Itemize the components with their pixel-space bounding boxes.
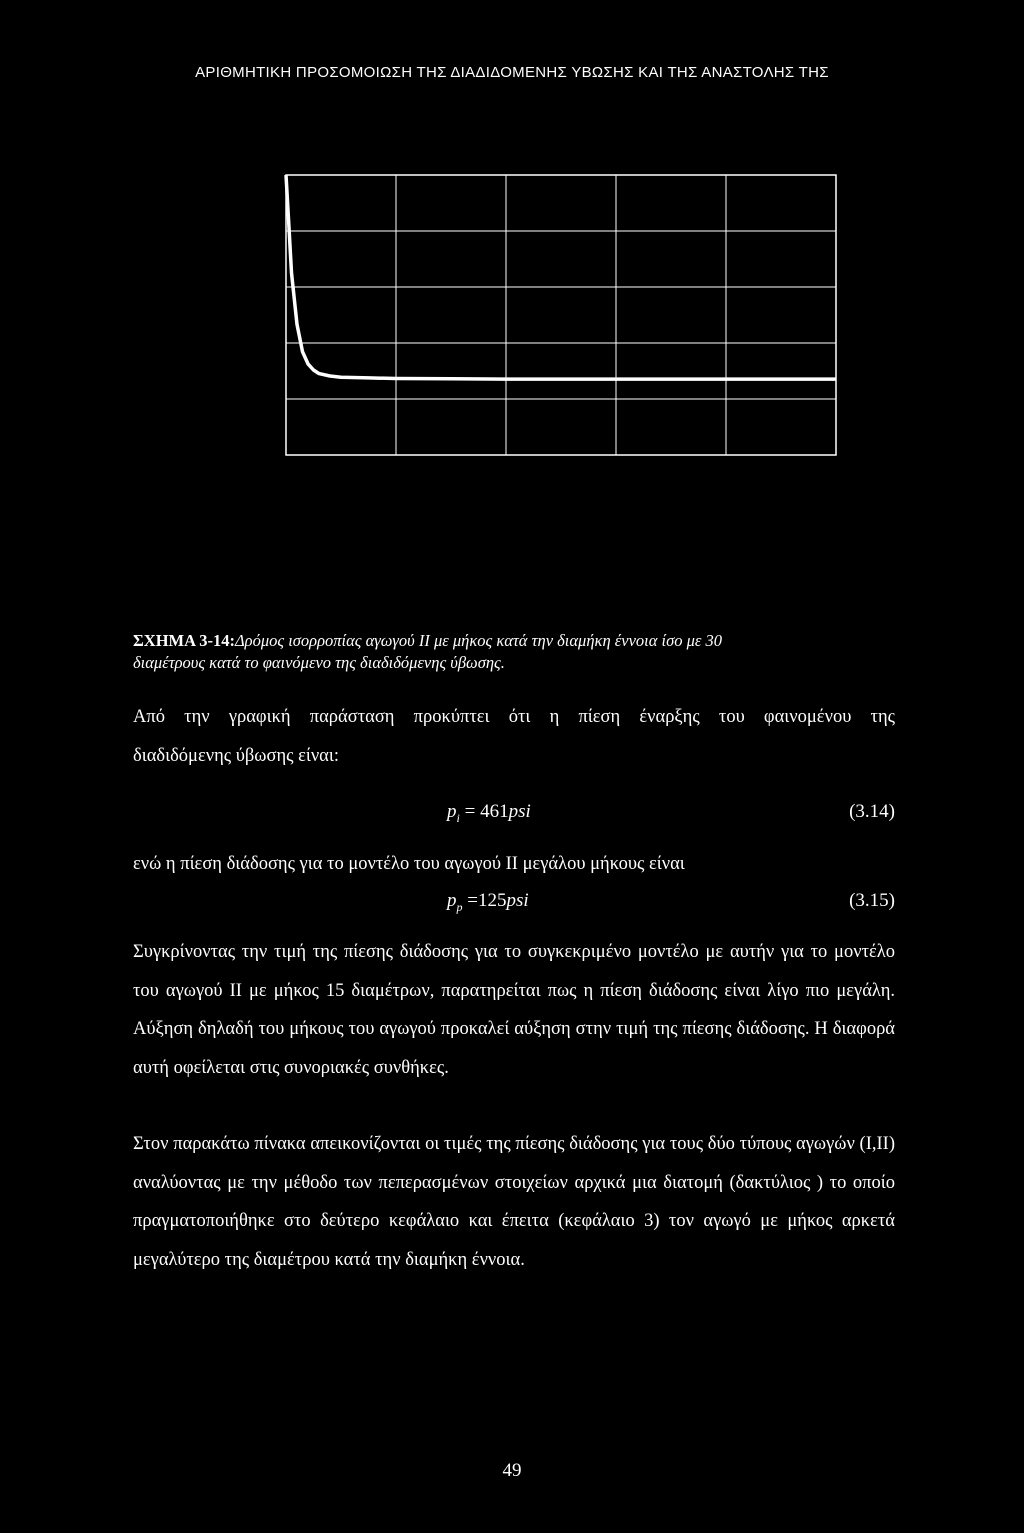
caption-line1: Δρόμος ισορροπίας αγωγού ΙΙ με μήκος κατά την διαμήκη έννοια ίσο με 30 <box>234 631 723 650</box>
chart-grid <box>286 175 836 455</box>
eq-unit: psi <box>508 801 531 822</box>
eq-subscript: i <box>456 810 460 825</box>
paragraph-4: Στον παρακάτω πίνακα απεικονίζονται οι τιμές της πίεσης διάδοσης για τους δύο τύπους αγωγών (Ι,ΙΙ) αναλύοντας με την μέθοδο των πεπερασμένων στοιχείων αρχικά μια διατομή (δακτύλιος ) το οποίο πραγματοποιήθηκε στο δεύτερο κεφάλαιο και έπειτα (κεφάλαιο 3) τον αγωγό με μήκος αρκετά μεγαλύτερο της διαμέτρου κατά την διαμήκη έννοια. <box>133 1134 895 1270</box>
eq-value: 125 <box>477 890 507 911</box>
eq-subscript: p <box>456 899 463 914</box>
eq-equals: = <box>459 801 481 822</box>
equation-3-14 <box>133 801 895 831</box>
figure-caption <box>133 630 895 674</box>
paragraph-3: Συγκρίνοντας την τιμή της πίεσης διάδοσης για το συγκεκριμένο μοντέλο με αυτήν για το μοντέλο του αγωγού ΙΙ με μήκος 15 διαμέτρων, παρατηρείται πως η πίεση διάδοσης είναι λίγο πιο μεγάλη. Αύξηση δηλαδή του μήκους του αγωγού προκαλεί αύξηση στην τιμή της πίεσης διάδοσης. Η διαφορά αυτή οφείλεται στις συνοριακές συνθήκες. <box>133 942 895 1078</box>
equation-number: (3.14) <box>849 801 895 822</box>
paragraph-1-line-2: διαδιδόμενης ύβωσης είναι: <box>133 745 339 766</box>
paragraph-2: ενώ η πίεση διάδοσης για το μοντέλο του αγωγού ΙΙ μεγάλου μήκους είναι <box>133 854 685 874</box>
eq-value: 461 <box>480 801 509 822</box>
page-number: 49 <box>502 1460 522 1481</box>
eq-symbol: p <box>447 890 457 911</box>
eq-unit: psi <box>506 890 529 911</box>
caption-label: ΣΧΗΜΑ 3-14: <box>133 631 235 650</box>
plot-area <box>286 175 836 379</box>
eq-equals: = <box>462 890 478 911</box>
paragraph-1 <box>133 698 895 775</box>
equation-3-15 <box>133 890 895 920</box>
equation-expression <box>447 890 529 915</box>
eq-symbol: p <box>447 801 457 822</box>
equilibrium-path-chart <box>276 170 846 470</box>
equation-number: (3.15) <box>849 890 895 911</box>
running-header: ΑΡΙΘΜΗΤΙΚΗ ΠΡΟΣΟΜΟΙΩΣΗ ΤΗΣ ΔΙΑΔΙΔΟΜΕΝΗΣ ΥΒΩΣΗΣ ΚΑΙ ΤΗΣ ΑΝΑΣΤΟΛΗΣ ΤΗΣ <box>195 64 829 81</box>
series-line-0 <box>286 175 836 379</box>
caption-line2: διαμέτρους κατά το φαινόμενο της διαδιδόμενης ύβωσης. <box>133 653 505 672</box>
equation-expression <box>447 801 531 826</box>
plot-frame <box>286 175 836 455</box>
paragraph-1-line-1: Από την γραφική παράσταση προκύπτει ότι η πίεση έναρξης του φαινομένου της <box>133 707 895 727</box>
